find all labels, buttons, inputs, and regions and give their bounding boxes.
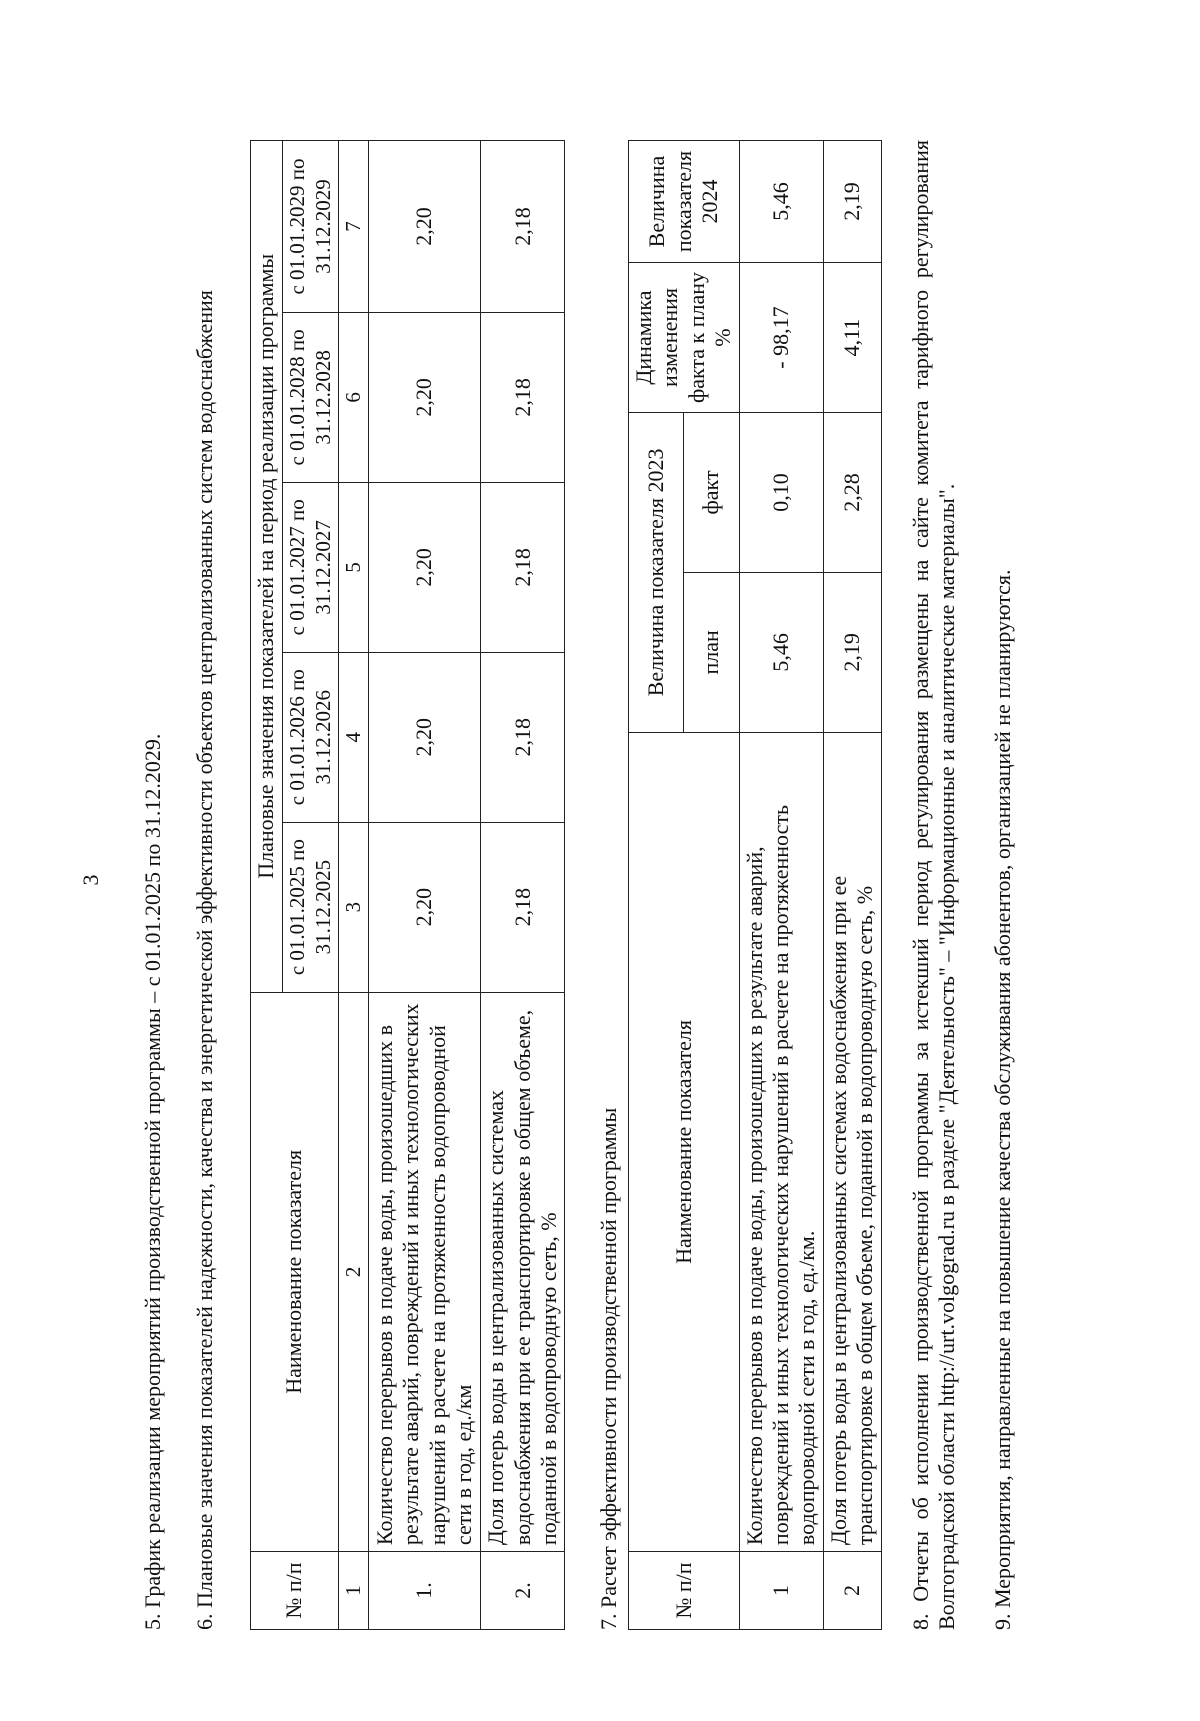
t1-row-value: 2,18 xyxy=(481,652,565,822)
t1-period: с 01.01.2027 по 31.12.2027 xyxy=(283,482,339,652)
table-row xyxy=(739,141,823,1630)
table-row xyxy=(369,141,481,1630)
t1-period: с 01.01.2028 по 31.12.2028 xyxy=(283,312,339,482)
t1-head-name: Наименование показателя xyxy=(251,992,339,1551)
section-5-text: 5. График реализации мероприятий производственной программы – с 01.01.2025 по 31.12.2029. xyxy=(140,733,165,1630)
t2-head-value2023: Величина показателя 2023 xyxy=(629,413,684,733)
t2-row-dynamics: - 98,17 xyxy=(739,263,823,413)
t2-head-plan: план xyxy=(684,572,739,732)
t2-row-plan: 5,46 xyxy=(739,572,823,732)
efficiency-table xyxy=(628,140,882,1630)
t2-row-fact: 2,28 xyxy=(823,413,881,573)
t1-row-value: 2,20 xyxy=(369,312,481,482)
t1-col-number: 4 xyxy=(339,652,369,822)
t2-row-value2024: 2,19 xyxy=(823,141,881,263)
table-row xyxy=(823,141,881,1630)
t1-row-value: 2,20 xyxy=(369,652,481,822)
t1-row-value: 2,18 xyxy=(481,312,565,482)
t1-col-number: 5 xyxy=(339,482,369,652)
t1-col-number: 2 xyxy=(339,992,369,1551)
t1-col-number: 1 xyxy=(339,1552,369,1630)
t1-row-value: 2,20 xyxy=(369,141,481,313)
t2-row-num: 2 xyxy=(823,1552,881,1630)
table-row xyxy=(481,141,565,1630)
t1-row-num: 1. xyxy=(369,1552,481,1630)
t1-row-name: Количество перерывов в подаче воды, произошедших в результате аварий, повреждений и иных технологических нарушений в расчете на протяженность водопроводной сети в год, ед./км xyxy=(369,992,481,1551)
t2-head-dynamics: Динамика изменения факта к плану % xyxy=(629,263,740,413)
t1-period: с 01.01.2026 по 31.12.2026 xyxy=(283,652,339,822)
t2-row-name: Количество перерывов в подаче воды, произошедших в результате аварий, повреждений и иных технологических нарушений в расчете на протяженность водопроводной сети в год, ед./км. xyxy=(739,732,823,1551)
section-8-text: 8. Отчеты об исполнении производственной программы за истекший период регулирования размещены на сайте комитета тарифного регулирования Волгоградской области http://urt.volgograd.ru в разделе "Деятельность" – "Информационные и аналитические материалы". xyxy=(908,140,960,1630)
t1-col-number: 7 xyxy=(339,141,369,313)
section-9-text: 9. Мероприятия, направленные на повышение качества обслуживания абонентов, организацией не планируются. xyxy=(990,569,1015,1630)
t1-row-value: 2,18 xyxy=(481,141,565,313)
t1-row-value: 2,18 xyxy=(481,482,565,652)
section-7-text: 7. Расчет эффективности производственной программы xyxy=(596,1107,621,1630)
t1-row-num: 2. xyxy=(481,1552,565,1630)
t2-head-name: Наименование показателя xyxy=(629,732,740,1551)
t2-row-value2024: 5,46 xyxy=(739,141,823,263)
t1-col-number: 6 xyxy=(339,312,369,482)
planned-indicators-table xyxy=(250,140,565,1630)
page-number: 3 xyxy=(78,874,103,886)
t1-head-group: Плановые значения показателей на период реализации программы xyxy=(251,141,283,993)
t1-row-value: 2,20 xyxy=(369,822,481,992)
t2-row-name: Доля потерь воды в централизованных системах водоснабжения при ее транспортировке в общем объеме, поданной в водопроводную сеть, % xyxy=(823,732,881,1551)
t2-head-num: № п/п xyxy=(629,1552,740,1630)
rotated-page-content xyxy=(60,110,1160,1650)
t1-row-value: 2,18 xyxy=(481,822,565,992)
t1-head-num: № п/п xyxy=(251,1552,339,1630)
t1-col-number: 3 xyxy=(339,822,369,992)
section-6-text: 6. Плановые значения показателей надежности, качества и энергетической эффективности объектов централизованных систем водоснабжения xyxy=(192,290,217,1630)
t2-row-num: 1 xyxy=(739,1552,823,1630)
t1-period: с 01.01.2025 по 31.12.2025 xyxy=(283,822,339,992)
t1-row-value: 2,20 xyxy=(369,482,481,652)
t2-head-fact: факт xyxy=(684,413,739,573)
t2-row-dynamics: 4,11 xyxy=(823,263,881,413)
t2-row-plan: 2,19 xyxy=(823,572,881,732)
t2-head-value2024: Величина показателя 2024 xyxy=(629,141,740,263)
t2-row-fact: 0,10 xyxy=(739,413,823,573)
t1-period: с 01.01.2029 по 31.12.2029 xyxy=(283,141,339,313)
t1-row-name: Доля потерь воды в централизованных системах водоснабжения при ее транспортировке в общем объеме, поданной в водопроводную сеть, % xyxy=(481,992,565,1551)
